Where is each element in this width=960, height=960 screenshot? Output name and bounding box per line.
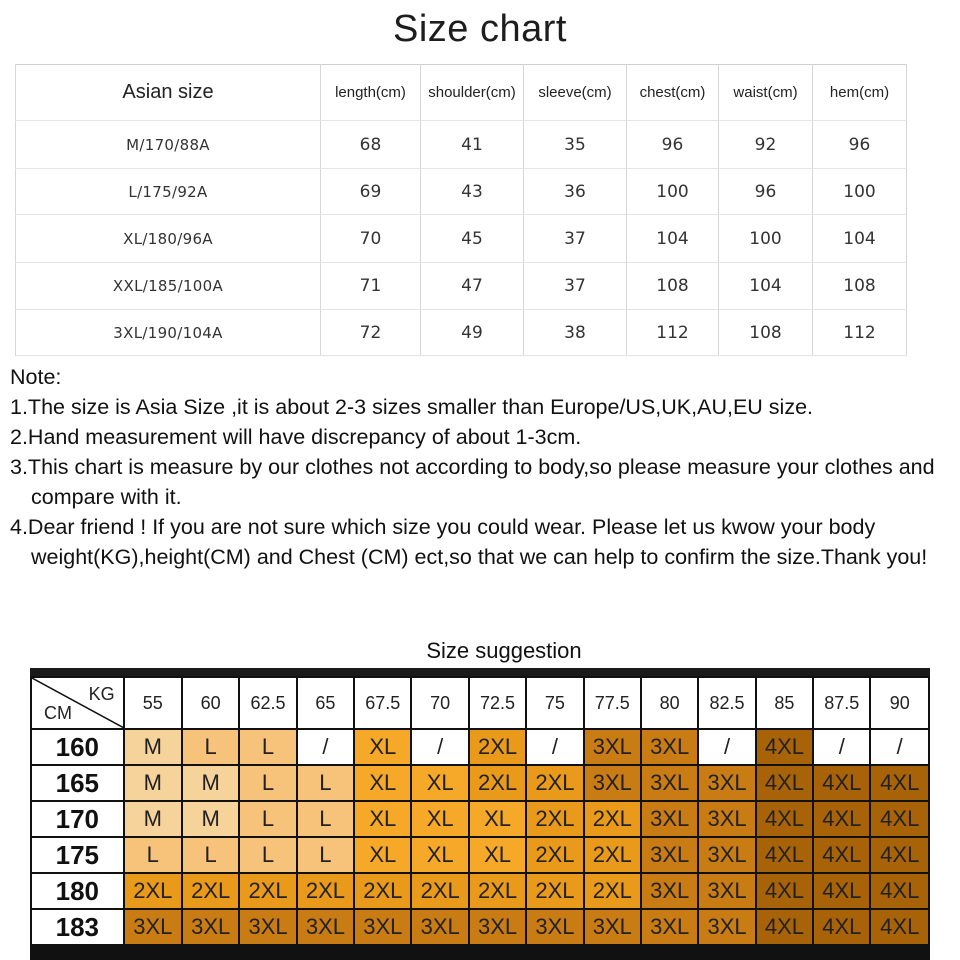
- suggested-size-cell: XL: [411, 801, 468, 837]
- height-cell: 160: [31, 729, 124, 765]
- suggestion-row: [31, 873, 929, 909]
- suggested-size-cell: 3XL: [469, 909, 526, 945]
- suggested-size-cell: M: [182, 765, 239, 801]
- size-label-cell: XXL/185/100A: [16, 263, 321, 310]
- suggested-size-cell: 2XL: [526, 801, 583, 837]
- measurement-cell: 100: [813, 169, 907, 215]
- suggested-size-cell: M: [182, 801, 239, 837]
- measurement-cell: 104: [719, 263, 813, 310]
- column-header-length: length(cm): [321, 65, 421, 121]
- suggested-size-cell: XL: [411, 837, 468, 873]
- suggested-size-cell: 4XL: [813, 765, 870, 801]
- suggested-size-cell: 3XL: [698, 909, 755, 945]
- suggested-size-cell: L: [182, 729, 239, 765]
- suggested-size-cell: 4XL: [813, 837, 870, 873]
- notes-heading: Note:: [10, 365, 62, 389]
- column-header-hem: hem(cm): [813, 65, 907, 121]
- size-chart-row: [16, 310, 907, 356]
- measurement-cell: 112: [813, 310, 907, 356]
- kg-cm-corner-cell: [31, 677, 124, 729]
- suggested-size-cell: 3XL: [239, 909, 296, 945]
- measurement-cell: 108: [627, 263, 719, 310]
- suggested-size-cell: 3XL: [698, 765, 755, 801]
- measurement-cell: 37: [524, 263, 627, 310]
- size-chart-row: [16, 263, 907, 310]
- size-label-cell: M/170/88A: [16, 121, 321, 169]
- suggested-size-cell: L: [239, 837, 296, 873]
- measurement-cell: 104: [627, 215, 719, 263]
- weight-header-cell: 65: [297, 677, 354, 729]
- suggested-size-cell: 3XL: [182, 909, 239, 945]
- weight-header-cell: 82.5: [698, 677, 755, 729]
- suggested-size-cell: /: [813, 729, 870, 765]
- measurement-cell: 71: [321, 263, 421, 310]
- suggested-size-cell: /: [698, 729, 755, 765]
- size-suggestion-table: [30, 676, 930, 946]
- suggested-size-cell: L: [239, 729, 296, 765]
- suggested-size-cell: M: [124, 729, 182, 765]
- suggestion-row: [31, 837, 929, 873]
- measurement-cell: 108: [719, 310, 813, 356]
- suggested-size-cell: 3XL: [641, 909, 698, 945]
- suggested-size-cell: 2XL: [297, 873, 354, 909]
- measurement-cell: 96: [813, 121, 907, 169]
- height-cell: 183: [31, 909, 124, 945]
- suggestion-row: [31, 801, 929, 837]
- suggestion-header-row: [31, 677, 929, 729]
- weight-header-cell: 67.5: [354, 677, 411, 729]
- suggested-size-cell: 2XL: [124, 873, 182, 909]
- suggested-size-cell: XL: [411, 765, 468, 801]
- suggested-size-cell: /: [870, 729, 929, 765]
- suggestion-row: [31, 909, 929, 945]
- suggested-size-cell: 4XL: [756, 873, 813, 909]
- suggested-size-cell: 4XL: [870, 873, 929, 909]
- suggested-size-cell: 4XL: [813, 909, 870, 945]
- weight-header-cell: 90: [870, 677, 929, 729]
- note-item-2: 2.Hand measurement will have discrepancy of about 1-3cm.: [10, 425, 582, 449]
- height-cell: 170: [31, 801, 124, 837]
- suggested-size-cell: 3XL: [584, 909, 641, 945]
- weight-header-cell: 60: [182, 677, 239, 729]
- size-chart-row: [16, 169, 907, 215]
- suggested-size-cell: 3XL: [641, 765, 698, 801]
- suggested-size-cell: L: [124, 837, 182, 873]
- suggested-size-cell: 4XL: [870, 801, 929, 837]
- height-cell: 175: [31, 837, 124, 873]
- suggested-size-cell: L: [182, 837, 239, 873]
- suggested-size-cell: L: [239, 765, 296, 801]
- suggested-size-cell: 4XL: [870, 909, 929, 945]
- suggested-size-cell: 2XL: [526, 765, 583, 801]
- measurement-cell: 45: [421, 215, 524, 263]
- suggested-size-cell: 4XL: [870, 765, 929, 801]
- measurement-cell: 49: [421, 310, 524, 356]
- weight-header-cell: 70: [411, 677, 468, 729]
- measurement-cell: 70: [321, 215, 421, 263]
- size-chart-row: [16, 215, 907, 263]
- suggested-size-cell: 3XL: [641, 837, 698, 873]
- suggested-size-cell: XL: [354, 801, 411, 837]
- suggested-size-cell: 2XL: [584, 801, 641, 837]
- column-header-chest: chest(cm): [627, 65, 719, 121]
- suggested-size-cell: 2XL: [584, 873, 641, 909]
- suggested-size-cell: 4XL: [756, 909, 813, 945]
- suggested-size-cell: 3XL: [411, 909, 468, 945]
- suggested-size-cell: L: [297, 765, 354, 801]
- suggested-size-cell: XL: [469, 801, 526, 837]
- suggested-size-cell: 2XL: [469, 765, 526, 801]
- size-label-cell: 3XL/190/104A: [16, 310, 321, 356]
- weight-header-cell: 62.5: [239, 677, 296, 729]
- suggested-size-cell: 3XL: [641, 801, 698, 837]
- weight-header-cell: 55: [124, 677, 182, 729]
- suggested-size-cell: 4XL: [870, 837, 929, 873]
- suggested-size-cell: 4XL: [756, 729, 813, 765]
- suggested-size-cell: M: [124, 801, 182, 837]
- measurement-cell: 38: [524, 310, 627, 356]
- measurement-cell: 100: [719, 215, 813, 263]
- column-header-sleeve: sleeve(cm): [524, 65, 627, 121]
- suggestion-top-bar: [30, 668, 930, 676]
- suggested-size-cell: L: [239, 801, 296, 837]
- size-chart-header-row: [16, 65, 907, 121]
- size-label-cell: XL/180/96A: [16, 215, 321, 263]
- column-header-waist: waist(cm): [719, 65, 813, 121]
- suggested-size-cell: 4XL: [756, 837, 813, 873]
- suggested-size-cell: 4XL: [813, 801, 870, 837]
- suggested-size-cell: 2XL: [354, 873, 411, 909]
- suggested-size-cell: /: [297, 729, 354, 765]
- measurement-cell: 104: [813, 215, 907, 263]
- suggested-size-cell: 2XL: [411, 873, 468, 909]
- suggested-size-cell: 3XL: [526, 909, 583, 945]
- suggested-size-cell: 4XL: [756, 801, 813, 837]
- suggested-size-cell: 2XL: [584, 837, 641, 873]
- suggested-size-cell: L: [297, 801, 354, 837]
- size-chart-row: [16, 121, 907, 169]
- measurement-cell: 96: [719, 169, 813, 215]
- size-chart-table: [15, 64, 907, 356]
- height-cell: 180: [31, 873, 124, 909]
- measurement-cell: 37: [524, 215, 627, 263]
- suggested-size-cell: M: [124, 765, 182, 801]
- suggestion-row: [31, 765, 929, 801]
- suggested-size-cell: /: [411, 729, 468, 765]
- size-label-cell: L/175/92A: [16, 169, 321, 215]
- suggested-size-cell: 3XL: [354, 909, 411, 945]
- suggestion-title: Size suggestion: [426, 638, 582, 663]
- suggested-size-cell: 3XL: [698, 873, 755, 909]
- suggested-size-cell: /: [526, 729, 583, 765]
- note-item-4: 4.Dear friend ! If you are not sure which size you could wear. Please let us kwow your body weight(KG),height(CM) and Chest (CM) ect,so that we can help to confirm the size.Thank you!: [10, 515, 928, 569]
- suggested-size-cell: 4XL: [813, 873, 870, 909]
- measurement-cell: 92: [719, 121, 813, 169]
- suggested-size-cell: 2XL: [469, 873, 526, 909]
- measurement-cell: 35: [524, 121, 627, 169]
- note-item-3: 3.This chart is measure by our clothes not according to body,so please measure your clothes and compare with it.: [10, 455, 935, 509]
- weight-header-cell: 72.5: [469, 677, 526, 729]
- suggested-size-cell: L: [297, 837, 354, 873]
- column-header-shoulder: shoulder(cm): [421, 65, 524, 121]
- suggestion-row: [31, 729, 929, 765]
- measurement-cell: 108: [813, 263, 907, 310]
- suggestion-table-wrapper: [30, 676, 930, 960]
- suggested-size-cell: 3XL: [584, 729, 641, 765]
- measurement-cell: 69: [321, 169, 421, 215]
- cm-axis-label: CM: [44, 703, 72, 723]
- measurement-cell: 96: [627, 121, 719, 169]
- height-cell: 165: [31, 765, 124, 801]
- suggested-size-cell: 3XL: [297, 909, 354, 945]
- suggested-size-cell: 4XL: [756, 765, 813, 801]
- weight-header-cell: 87.5: [813, 677, 870, 729]
- kg-axis-label: KG: [88, 684, 115, 704]
- suggested-size-cell: 2XL: [469, 729, 526, 765]
- weight-header-cell: 80: [641, 677, 698, 729]
- suggested-size-cell: 3XL: [698, 837, 755, 873]
- suggested-size-cell: 2XL: [526, 837, 583, 873]
- measurement-cell: 68: [321, 121, 421, 169]
- suggested-size-cell: 3XL: [584, 765, 641, 801]
- measurement-cell: 100: [627, 169, 719, 215]
- measurement-cell: 47: [421, 263, 524, 310]
- suggested-size-cell: XL: [469, 837, 526, 873]
- suggested-size-cell: 2XL: [239, 873, 296, 909]
- weight-header-cell: 77.5: [584, 677, 641, 729]
- suggested-size-cell: XL: [354, 837, 411, 873]
- measurement-cell: 72: [321, 310, 421, 356]
- suggested-size-cell: 2XL: [182, 873, 239, 909]
- notes-section: [10, 362, 955, 572]
- page-title: Size chart: [393, 8, 567, 50]
- suggested-size-cell: 3XL: [698, 801, 755, 837]
- measurement-cell: 36: [524, 169, 627, 215]
- suggested-size-cell: 3XL: [641, 729, 698, 765]
- suggested-size-cell: XL: [354, 729, 411, 765]
- measurement-cell: 41: [421, 121, 524, 169]
- measurement-cell: 43: [421, 169, 524, 215]
- weight-header-cell: 75: [526, 677, 583, 729]
- measurement-cell: 112: [627, 310, 719, 356]
- column-header-asian-size: Asian size: [16, 65, 321, 121]
- suggested-size-cell: 3XL: [124, 909, 182, 945]
- suggested-size-cell: XL: [354, 765, 411, 801]
- weight-header-cell: 85: [756, 677, 813, 729]
- suggested-size-cell: 2XL: [526, 873, 583, 909]
- note-item-1: 1.The size is Asia Size ,it is about 2-3 sizes smaller than Europe/US,UK,AU,EU size.: [10, 395, 813, 419]
- suggested-size-cell: 3XL: [641, 873, 698, 909]
